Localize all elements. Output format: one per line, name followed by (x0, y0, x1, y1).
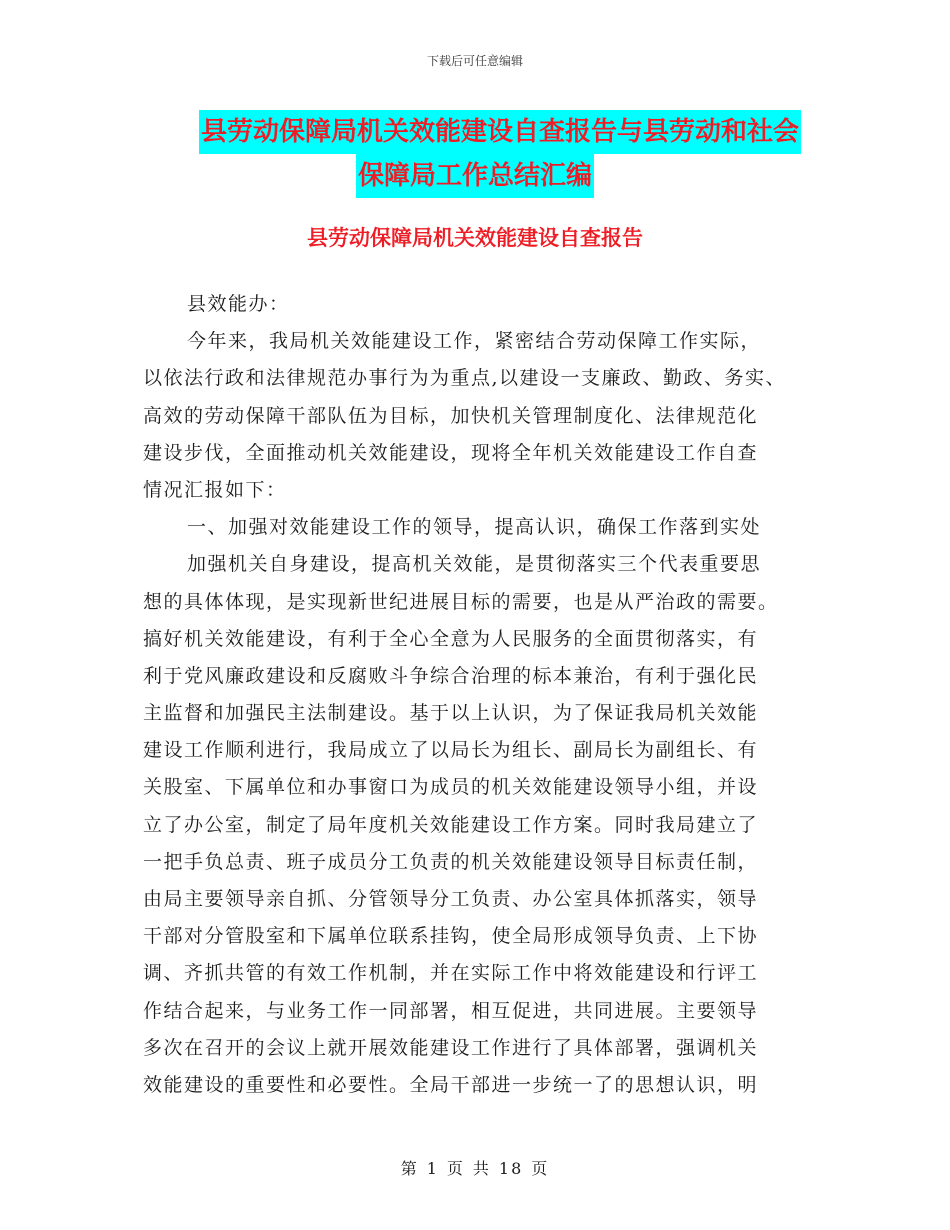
footer-total-pages: 18 (498, 1159, 524, 1178)
body-line: 干部对分管股室和下属单位联系挂钩，使全局形成领导负责、上下协 (143, 925, 759, 948)
body-line: 利于党风廉政建设和反腐败斗争综合治理的标本兼治，有利于强化民 (143, 664, 759, 687)
body-line: 高效的劳动保障干部队伍为目标，加快机关管理制度化、法律规范化 (143, 404, 759, 427)
footer-page-word: 页 (446, 1159, 465, 1178)
page-footer (0, 1156, 950, 1179)
body-line: 调、齐抓共管的有效工作机制，并在实际工作中将效能建设和行评工 (143, 962, 759, 985)
body-line: 作结合起来，与业务工作一同部署，相互促进，共同进展。主要领导 (143, 999, 759, 1022)
body-line: 立了办公室，制定了局年度机关效能建设工作方案。同时我局建立了 (143, 813, 759, 836)
body-line: 加强机关自身建设，提高机关效能，是贯彻落实三个代表重要思 (187, 553, 762, 576)
footer-suffix: 页 (531, 1159, 550, 1178)
title-line-1: 县劳动保障局机关效能建设自查报告与县劳动和社会 (199, 110, 801, 154)
body-line: 县效能办： (187, 293, 290, 315)
section-title: 县劳动保障局机关效能建设自查报告 (307, 226, 643, 250)
body-line: 建设工作顺利进行，我局成立了以局长为组长、副局长为副组长、有 (143, 739, 759, 762)
body-line: 关股室、下属单位和办事窗口为成员的机关效能建设领导小组，并设 (143, 776, 759, 799)
body-text (143, 286, 808, 1104)
body-line: 以依法行政和法律规范办事行为为重点,以建设一支廉政、勤政、务实、 (143, 367, 787, 390)
body-line: 由局主要领导亲自抓、分管领导分工负责、办公室具体抓落实，领导 (143, 888, 759, 910)
body-line: 建设步伐，全面推动机关效能建设，现将全年机关效能建设工作自查 (143, 441, 759, 464)
body-line: 主监督和加强民主法制建设。基于以上认识，为了保证我局机关效能 (143, 702, 759, 725)
body-line: 一、加强对效能建设工作的领导，提高认识，确保工作落到实处 (187, 516, 762, 539)
title-line-2: 保障局工作总结汇编 (356, 154, 594, 198)
body-line: 今年来，我局机关效能建设工作，紧密结合劳动保障工作实际， (187, 330, 762, 353)
body-line: 多次在召开的会议上就开展效能建设工作进行了具体部署，强调机关 (143, 1036, 759, 1059)
footer-page-number: 1 (426, 1159, 439, 1178)
body-line: 效能建设的重要性和必要性。全局干部进一步统一了的思想认识，明 (143, 1073, 759, 1096)
footer-total-word: 共 (472, 1159, 491, 1178)
footer-prefix: 第 (400, 1159, 419, 1178)
document-title (0, 110, 950, 198)
body-line: 想的具体体现，是实现新世纪进展目标的需要，也是从严治政的需要。 (143, 590, 779, 613)
body-line: 一把手负总责、班子成员分工负责的机关效能建设领导目标责任制， (143, 850, 759, 873)
header-note: 下载后可任意编辑 (426, 54, 523, 68)
body-line: 搞好机关效能建设，有利于全心全意为人民服务的全面贯彻落实，有 (143, 627, 759, 650)
body-line: 情况汇报如下： (143, 478, 287, 501)
